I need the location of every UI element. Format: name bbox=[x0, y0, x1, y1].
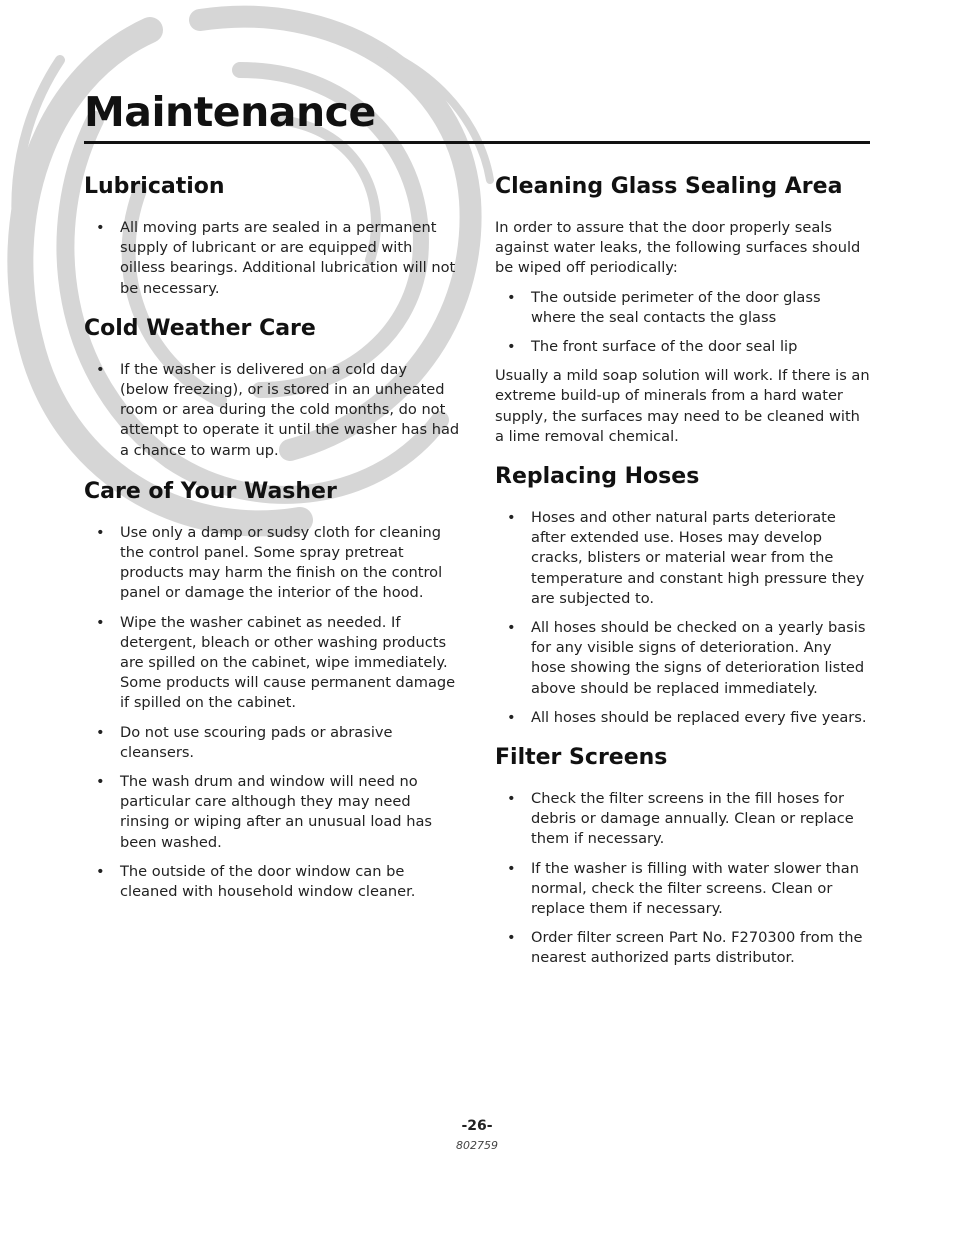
section-heading-lubrication: Lubrication bbox=[84, 174, 225, 199]
filters-list bbox=[495, 789, 870, 969]
lubrication-list bbox=[84, 218, 460, 299]
glass-list bbox=[495, 288, 870, 358]
list-item: • The outside of the door window can be cleaned with household window cleaner. bbox=[84, 862, 460, 902]
section-heading-care: Care of Your Washer bbox=[84, 478, 337, 504]
list-item: • All hoses should be checked on a yearly basis for any visible signs of deterioration. Any hose showing the signs of deterioration listed above should be replaced immediately. bbox=[495, 618, 870, 699]
list-item: • The outside perimeter of the door glass where the seal contacts the glass bbox=[495, 288, 870, 328]
left-column bbox=[84, 172, 460, 902]
care-list bbox=[84, 523, 460, 902]
list-item: • Wipe the washer cabinet as needed. If detergent, bleach or other washing products are spilled on the cabinet, wipe immediately. Some products will cause permanent damage if spilled on the cabinet. bbox=[84, 613, 460, 714]
list-item: • Check the filter screens in the fill hoses for debris or damage annually. Clean or replace them if necessary. bbox=[495, 789, 870, 850]
cold-weather-list bbox=[84, 360, 460, 461]
section-heading-hoses: Replacing Hoses bbox=[495, 464, 700, 490]
right-column bbox=[495, 172, 870, 969]
glass-intro: In order to assure that the door properly seals against water leaks, the following surfaces should be wiped off periodically: bbox=[495, 219, 861, 277]
document-code: 802759 bbox=[456, 1139, 498, 1152]
page-number: -26- bbox=[461, 1118, 493, 1134]
section-heading-filters: Filter Screens bbox=[495, 745, 668, 771]
list-item: • Use only a damp or sudsy cloth for cleaning the control panel. Some spray pretreat products may harm the finish on the control panel or damage the interior of the hood. bbox=[84, 523, 460, 604]
hoses-list bbox=[495, 508, 870, 728]
list-item: • All moving parts are sealed in a permanent supply of lubricant or are equipped with oilless bearings. Additional lubrication will not be necessary. bbox=[84, 218, 460, 299]
list-item: • If the washer is delivered on a cold day (below freezing), or is stored in an unheated room or area during the cold months, do not attempt to operate it until the washer has had a chance to warm up. bbox=[84, 360, 460, 461]
page-title: Maintenance bbox=[84, 88, 376, 136]
list-item: • Order filter screen Part No. F270300 from the nearest authorized parts distributor. bbox=[495, 928, 870, 968]
list-item: • Do not use scouring pads or abrasive cleansers. bbox=[84, 723, 460, 763]
list-item: • Hoses and other natural parts deteriorate after extended use. Hoses may develop cracks, blisters or material wear from the temperature and constant high pressure they are subjected to. bbox=[495, 508, 870, 609]
list-item: • All hoses should be replaced every five years. bbox=[495, 708, 870, 728]
section-heading-glass: Cleaning Glass Sealing Area bbox=[495, 174, 843, 199]
section-heading-cold-weather: Cold Weather Care bbox=[84, 315, 316, 341]
title-divider bbox=[84, 141, 870, 144]
list-item: • The front surface of the door seal lip bbox=[495, 337, 870, 357]
glass-outro: Usually a mild soap solution will work. If there is an extreme build-up of minerals from a hard water supply, the surfaces may need to be cleaned with a lime removal chemical. bbox=[495, 367, 870, 445]
list-item: • If the washer is filling with water slower than normal, check the filter screens. Clean or replace them if necessary. bbox=[495, 859, 870, 920]
list-item: • The wash drum and window will need no particular care although they may need rinsing or wiping after an unusual load has been washed. bbox=[84, 772, 460, 853]
